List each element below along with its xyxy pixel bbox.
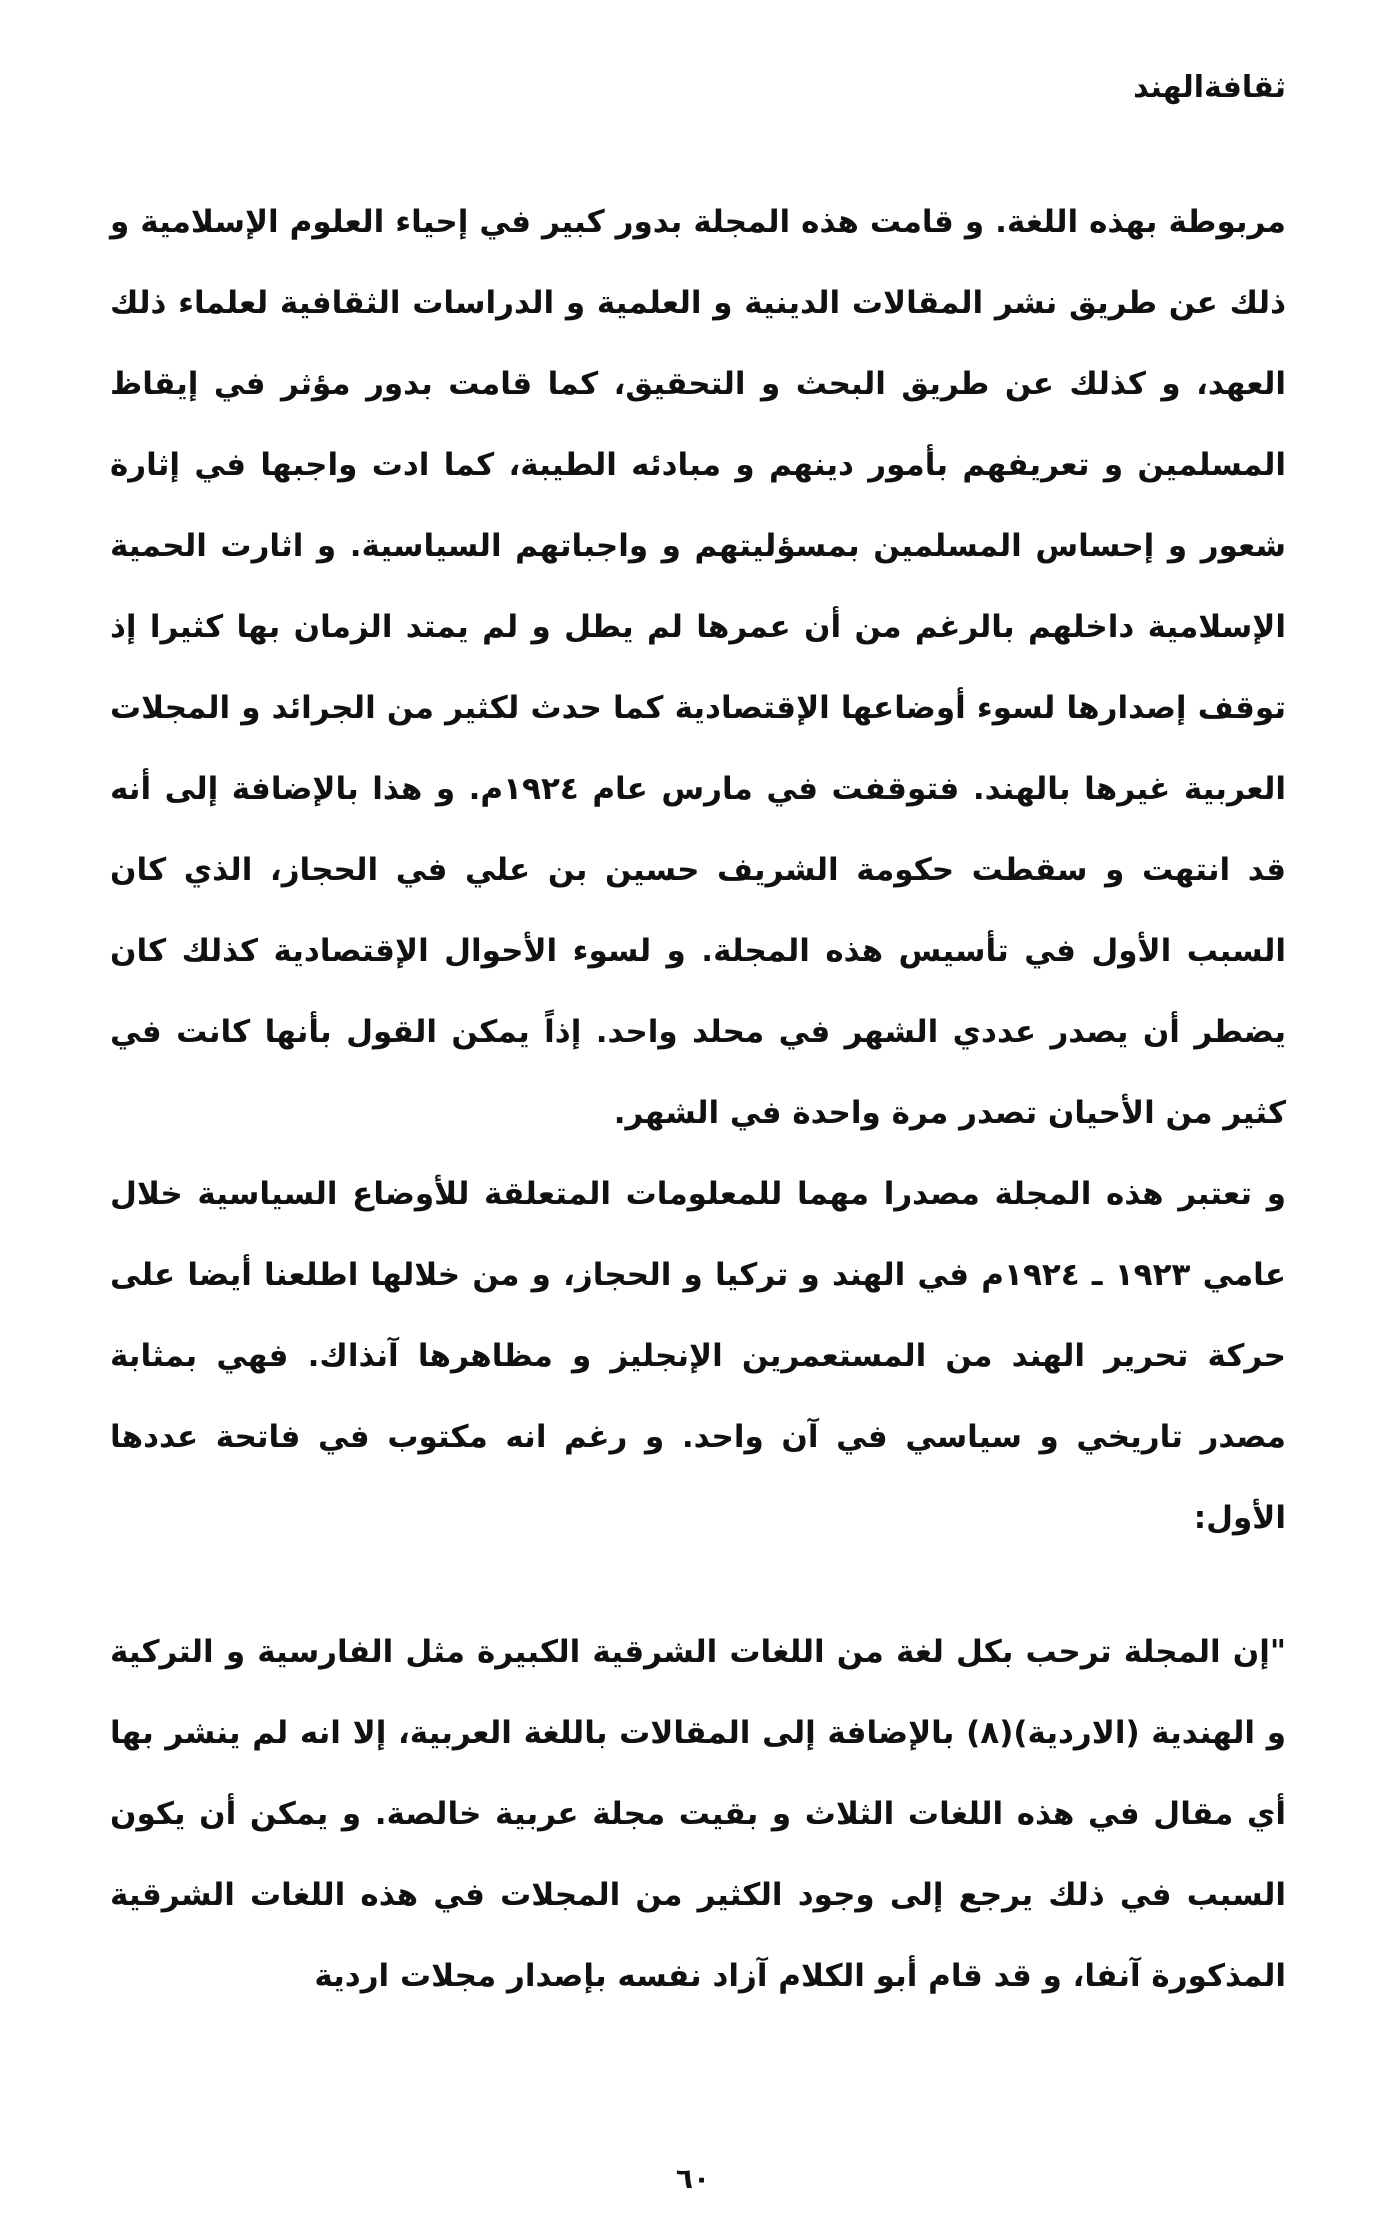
- paragraph-3-quote: "إن المجلة ترحب بكل لغة من اللغات الشرقية الكبيرة مثل الفارسية و التركية و الهندية (الاردية)(٨) بالإضافة إلى المقالات باللغة العربية، إلا انه لم ينشر بها أي مقال في هذه اللغات الثلاث و بقيت مجلة عربية خالصة. و يمكن أن يكون السبب في ذلك يرجع إلى وجود الكثير من المجلات في هذه اللغات الشرقية المذكورة آنفا، و قد قام أبو الكلام آزاد نفسه بإصدار مجلات اردية: [110, 1634, 1286, 1994]
- paragraph-1: مربوطة بهذه اللغة. و قامت هذه المجلة بدور كبير في إحياء العلوم الإسلامية و ذلك عن طريق نشر المقالات الدينية و العلمية و الدراسات الثقافية لعلماء ذلك العهد، و كذلك عن طريق البحث و التحقيق، كما قامت بدور مؤثر في إيقاظ المسلمين و تعريفهم بأمور دينهم و مبادئه الطيبة، كما ادت واجبها في إثارة شعور و إحساس المسلمين بمسؤليتهم و واجباتهم السياسية. و اثارت الحمية الإسلامية داخلهم بالرغم من أن عمرها لم يطل و لم يمتد الزمان بها كثيرا إذ توقف إصدارها لسوء أوضاعها الإقتصادية كما حدث لكثير من الجرائد و المجلات العربية غيرها بالهند. فتوقفت في مارس عام ١٩٢٤م. و هذا بالإضافة إلى أنه قد انتهت و سقطت حكومة الشريف حسين بن علي في الحجاز، الذي كان السبب الأول في تأسيس هذه المجلة. و لسوء الأحوال الإقتصادية كذلك كان يضطر أن يصدر عددي الشهر في محلد واحد. إذاً يمكن القول بأنها كانت في كثير من الأحيان تصدر مرة واحدة في الشهر.: [110, 204, 1286, 1131]
- paragraph-2: و تعتبر هذه المجلة مصدرا مهما للمعلومات المتعلقة للأوضاع السياسية خلال عامي ١٩٢٣ ـ ١٩٢٤م في الهند و تركيا و الحجاز، و من خلالها اطلعنا أيضا على حركة تحرير الهند من المستعمرين الإنجليز و مظاهرها آنذاك. فهي بمثابة مصدر تاريخي و سياسي في آن واحد. و رغم انه مكتوب في فاتحة عددها الأول:: [110, 1176, 1286, 1536]
- page-number: ٦٠: [675, 2162, 711, 2195]
- running-header: ثقافةالهند: [1133, 70, 1286, 105]
